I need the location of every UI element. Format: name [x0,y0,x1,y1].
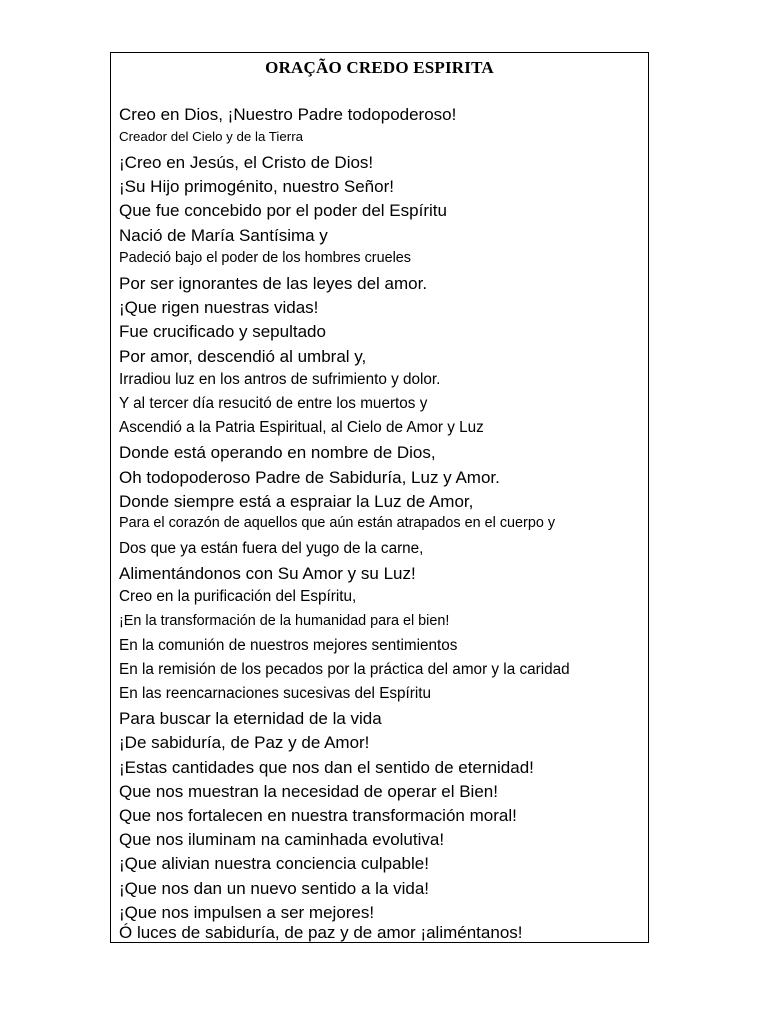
prayer-line: ¡Su Hijo primogénito, nuestro Señor! [119,177,394,196]
prayer-line: Para buscar la eternidad de la vida [119,709,382,728]
prayer-line: Que nos muestran la necesidad de operar el Bien! [119,782,498,801]
prayer-line: Irradiou luz en los antros de sufrimiento y dolor. [119,371,441,388]
prayer-line: ¡Que nos dan un nuevo sentido a la vida! [119,879,429,898]
document-title: ORAÇÃO CREDO ESPIRITA [265,58,494,77]
prayer-line: ¡Creo en Jesús, el Cristo de Dios! [119,153,374,172]
prayer-line: Por ser ignorantes de las leyes del amor. [119,274,428,293]
prayer-line: Ascendió a la Patria Espiritual, al Cielo de Amor y Luz [119,419,484,436]
prayer-line: En la remisión de los pecados por la práctica del amor y la caridad [119,661,570,678]
prayer-line: ¡En la transformación de la humanidad para el bien! [119,613,450,629]
prayer-line: Creo en la purificación del Espíritu, [119,588,357,605]
prayer-line: En la comunión de nuestros mejores sentimientos [119,637,458,654]
prayer-line: Ó luces de sabiduría, de paz y de amor ¡aliméntanos! [119,923,523,942]
prayer-line: Alimentándonos con Su Amor y su Luz! [119,564,416,583]
prayer-line: En las reencarnaciones sucesivas del Espíritu [119,685,432,702]
prayer-line: Creador del Cielo y de la Tierra [119,129,304,144]
prayer-line: Padeció bajo el poder de los hombres crueles [119,250,411,266]
prayer-line: Donde siempre está a espraiar la Luz de Amor, [119,492,474,511]
prayer-line: ¡Que rigen nuestras vidas! [119,298,319,317]
prayer-line: ¡Que alivian nuestra conciencia culpable! [119,854,429,873]
prayer-line: Dos que ya están fuera del yugo de la carne, [119,540,424,557]
prayer-line: Oh todopoderoso Padre de Sabiduría, Luz y Amor. [119,468,500,487]
prayer-line: Que nos fortalecen en nuestra transformación moral! [119,806,517,825]
prayer-line: Y al tercer día resucitó de entre los muertos y [119,395,428,412]
prayer-line: ¡Que nos impulsen a ser mejores! [119,903,375,922]
prayer-line: Creo en Dios, ¡Nuestro Padre todopoderoso! [119,105,457,124]
prayer-line: Para el corazón de aquellos que aún están atrapados en el cuerpo y [119,515,556,531]
prayer-line: Fue crucificado y sepultado [119,322,326,341]
document-frame [110,52,649,943]
prayer-line: Que fue concebido por el poder del Espíritu [119,201,447,220]
prayer-line: Nació de María Santísima y [119,226,328,245]
prayer-line: ¡De sabiduría, de Paz y de Amor! [119,733,370,752]
prayer-line: Que nos iluminam na caminhada evolutiva! [119,830,445,849]
prayer-line: ¡Estas cantidades que nos dan el sentido de eternidad! [119,758,534,777]
prayer-line: Donde está operando en nombre de Dios, [119,443,436,462]
prayer-line: Por amor, descendió al umbral y, [119,347,367,366]
